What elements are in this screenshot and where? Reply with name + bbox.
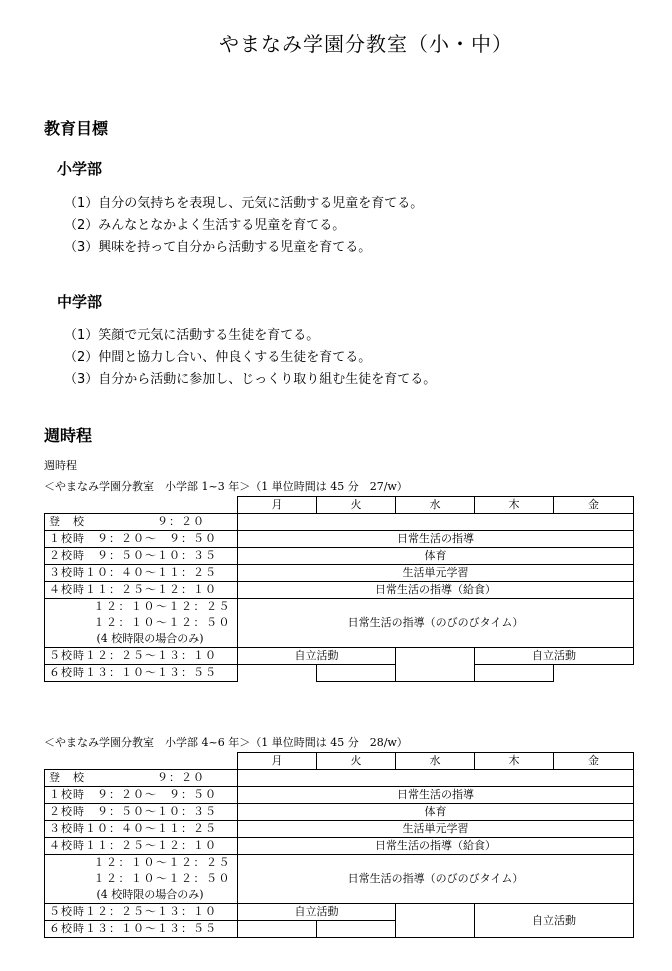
period-content-thu-fri: 自立活動 bbox=[475, 904, 634, 938]
junior-heading: 中学部 bbox=[57, 293, 103, 311]
table-row bbox=[45, 770, 634, 787]
period-label: 登 校 ９：２０ bbox=[45, 514, 238, 531]
lunch-note: (4 校時限の場合のみ) bbox=[96, 888, 204, 901]
lunch-times bbox=[45, 599, 238, 648]
junior-goal-2: （2）仲間と協力し合い、仲良くする生徒を育てる。 bbox=[64, 350, 372, 365]
table-row bbox=[45, 665, 634, 682]
period-label: １校時 ９：２０～ ９：５０ bbox=[45, 531, 238, 548]
period-content: 日常生活の指導（給食） bbox=[238, 838, 634, 855]
header-blank bbox=[45, 753, 238, 770]
period-label: ５校時１２：２５～１３：１０ bbox=[45, 904, 238, 921]
table-row bbox=[45, 599, 634, 648]
period-label: 登 校 ９：２０ bbox=[45, 770, 238, 787]
table-row bbox=[45, 565, 634, 582]
table-row bbox=[45, 904, 634, 921]
period-label: ４校時１１：２５～１２：１０ bbox=[45, 582, 238, 599]
period-label: ２校時 ９：５０～１０：３５ bbox=[45, 804, 238, 821]
period-content: 日常生活の指導（のびのびタイム） bbox=[238, 855, 634, 904]
table-caption: ＜やまなみ学園分教室 小学部 1~3 年＞（1 単位時間は 45 分 27/w） bbox=[44, 480, 408, 493]
table-row bbox=[45, 531, 634, 548]
empty-cell bbox=[317, 665, 396, 682]
schedule-table-grade4-6 bbox=[44, 752, 634, 938]
page-title: やまなみ学園分教室（小・中） bbox=[219, 32, 513, 56]
period-content-wed bbox=[396, 648, 475, 682]
table-header-row bbox=[45, 497, 634, 514]
schedule-sublabel: 週時程 bbox=[44, 459, 77, 472]
period-label: ６校時１３：１０～１３：５５ bbox=[45, 665, 238, 682]
table-row bbox=[45, 514, 634, 531]
elementary-heading: 小学部 bbox=[57, 160, 103, 178]
period-label: ２校時 ９：５０～１０：３５ bbox=[45, 548, 238, 565]
period-content: 日常生活の指導 bbox=[238, 531, 634, 548]
day-header-tue: 火 bbox=[317, 497, 396, 514]
table-row bbox=[45, 582, 634, 599]
schedule-table-grade1-3 bbox=[44, 496, 634, 682]
period-content-mon-tue: 自立活動 bbox=[238, 904, 396, 921]
schedule-heading: 週時程 bbox=[44, 426, 93, 445]
period-content-thu-fri: 自立活動 bbox=[475, 648, 634, 665]
empty-cell bbox=[554, 665, 634, 682]
table-row bbox=[45, 804, 634, 821]
period-content: 生活単元学習 bbox=[238, 565, 634, 582]
elementary-goal-3: （3）興味を持って自分から活動する児童を育てる。 bbox=[64, 240, 372, 255]
period-content bbox=[238, 514, 634, 531]
goals-heading: 教育目標 bbox=[44, 119, 109, 138]
period-content: 日常生活の指導（給食） bbox=[238, 582, 634, 599]
empty-cell bbox=[238, 665, 317, 682]
period-content: 生活単元学習 bbox=[238, 821, 634, 838]
period-content: 日常生活の指導 bbox=[238, 787, 634, 804]
table-header-row bbox=[45, 753, 634, 770]
period-content-wed bbox=[396, 904, 475, 938]
lunch-time-2: １２：１０～１２：５０ bbox=[93, 872, 231, 885]
empty-cell bbox=[475, 665, 554, 682]
day-header-wed: 水 bbox=[396, 753, 475, 770]
table-row bbox=[45, 548, 634, 565]
period-content: 体育 bbox=[238, 548, 634, 565]
lunch-time-2: １２：１０～１２：５０ bbox=[93, 616, 231, 629]
day-header-thu: 木 bbox=[475, 753, 554, 770]
table-row bbox=[45, 648, 634, 665]
day-header-tue: 火 bbox=[317, 753, 396, 770]
empty-cell bbox=[238, 921, 317, 938]
junior-goal-1: （1）笑顔で元気に活動する生徒を育てる。 bbox=[64, 328, 320, 343]
lunch-time-1: １２：１０～１２：２５ bbox=[93, 600, 231, 613]
day-header-thu: 木 bbox=[475, 497, 554, 514]
period-label: １校時 ９：２０～ ９：５０ bbox=[45, 787, 238, 804]
day-header-mon: 月 bbox=[238, 497, 317, 514]
period-content: 日常生活の指導（のびのびタイム） bbox=[238, 599, 634, 648]
lunch-note: (4 校時限の場合のみ) bbox=[96, 632, 204, 645]
period-label: ３校時１０：４０～１１：２５ bbox=[45, 821, 238, 838]
day-header-fri: 金 bbox=[554, 753, 634, 770]
elementary-goal-1: （1）自分の気持ちを表現し、元気に活動する児童を育てる。 bbox=[64, 196, 424, 211]
lunch-time-1: １２：１０～１２：２５ bbox=[93, 856, 231, 869]
period-content-mon-tue: 自立活動 bbox=[238, 648, 396, 665]
table-row bbox=[45, 838, 634, 855]
day-header-mon: 月 bbox=[238, 753, 317, 770]
elementary-goal-2: （2）みんなとなかよく生活する児童を育てる。 bbox=[64, 218, 346, 233]
header-blank bbox=[45, 497, 238, 514]
table-row bbox=[45, 855, 634, 904]
table-row bbox=[45, 787, 634, 804]
day-header-fri: 金 bbox=[554, 497, 634, 514]
junior-goal-3: （3）自分から活動に参加し、じっくり取り組む生徒を育てる。 bbox=[64, 372, 437, 387]
period-label: ４校時１１：２５～１２：１０ bbox=[45, 838, 238, 855]
day-header-wed: 水 bbox=[396, 497, 475, 514]
empty-cell bbox=[317, 921, 396, 938]
period-label: ６校時１３：１０～１３：５５ bbox=[45, 921, 238, 938]
table-row bbox=[45, 821, 634, 838]
lunch-times bbox=[45, 855, 238, 904]
period-label: ５校時１２：２５～１３：１０ bbox=[45, 648, 238, 665]
period-content bbox=[238, 770, 634, 787]
table-caption: ＜やまなみ学園分教室 小学部 4~6 年＞（1 単位時間は 45 分 28/w） bbox=[44, 736, 408, 749]
period-label: ３校時１０：４０～１１：２５ bbox=[45, 565, 238, 582]
period-content: 体育 bbox=[238, 804, 634, 821]
